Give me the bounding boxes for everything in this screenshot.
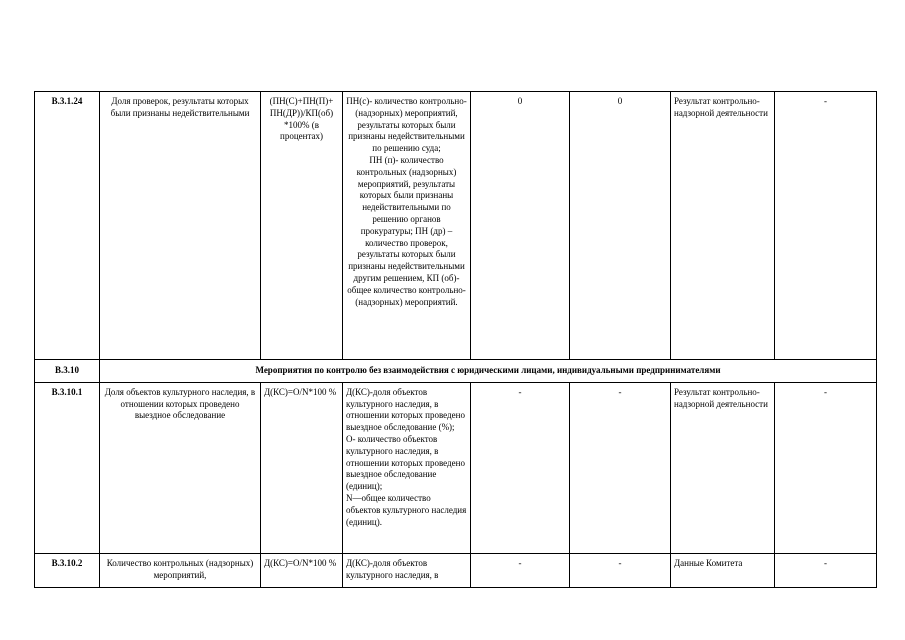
row-code: В.3.10.1 (35, 382, 100, 553)
indicator-note: - (775, 553, 877, 587)
indicator-note: - (775, 92, 877, 360)
indicator-value-2: 0 (570, 92, 671, 360)
indicator-formula: Д(КС)=О/N*100 % (261, 382, 343, 553)
row-code: В.3.10.2 (35, 553, 100, 587)
indicator-formula: (ПН(С)+ПН(П)+ ПН(ДР))/КП(об) *100% (в процентах) (261, 92, 343, 360)
indicator-description: Д(КС)-доля объектов культурного наследия, в (343, 553, 471, 587)
section-title: Мероприятия по контролю без взаимодействия с юридическими лицами, индивидуальными предпринимателями (100, 360, 877, 383)
indicator-value-1: - (471, 382, 570, 553)
indicator-name: Доля объектов культурного наследия, в отношении которых проведено выездное обследование (100, 382, 261, 553)
indicator-value-1: - (471, 553, 570, 587)
indicator-value-2: - (570, 553, 671, 587)
indicator-value-2: - (570, 382, 671, 553)
indicator-value-1: 0 (471, 92, 570, 360)
indicator-note: - (775, 382, 877, 553)
indicator-description: ПН(с)- количество контрольно- (надзорных) мероприятий, результаты которых были признаны недействительными по решению суда; ПН (п)- количество контрольных (надзорных) мероприятий, результаты которых были признаны недействительными по решению органов прокуратуры; ПН (др) – количество проверок, результаты которых были признаны недействительными другим решением, КП (об)-общее количество контрольно-(надзорных) мероприятий. (343, 92, 471, 360)
indicator-name: Количество контрольных (надзорных) мероприятий, (100, 553, 261, 587)
indicator-description: Д(КС)-доля объектов культурного наследия, в отношении которых проведено выездное обследование (%); О- количество объектов культурного наследия, в отношении которых проведено выездное обследование (единиц); N—общее количество объектов культурного наследия (единиц). (343, 382, 471, 553)
indicator-formula: Д(КС)=О/N*100 % (261, 553, 343, 587)
section-row (35, 360, 877, 383)
table-row (35, 382, 877, 553)
indicator-source: Результат контрольно-надзорной деятельности (671, 92, 775, 360)
indicator-source: Данные Комитета (671, 553, 775, 587)
indicator-source: Результат контрольно-надзорной деятельности (671, 382, 775, 553)
section-code: В.3.10 (35, 360, 100, 383)
indicator-name: Доля проверок, результаты которых были признаны недействительными (100, 92, 261, 360)
table-row (35, 92, 877, 360)
table-row (35, 553, 877, 587)
indicators-table (34, 91, 877, 588)
row-code: В.3.1.24 (35, 92, 100, 360)
